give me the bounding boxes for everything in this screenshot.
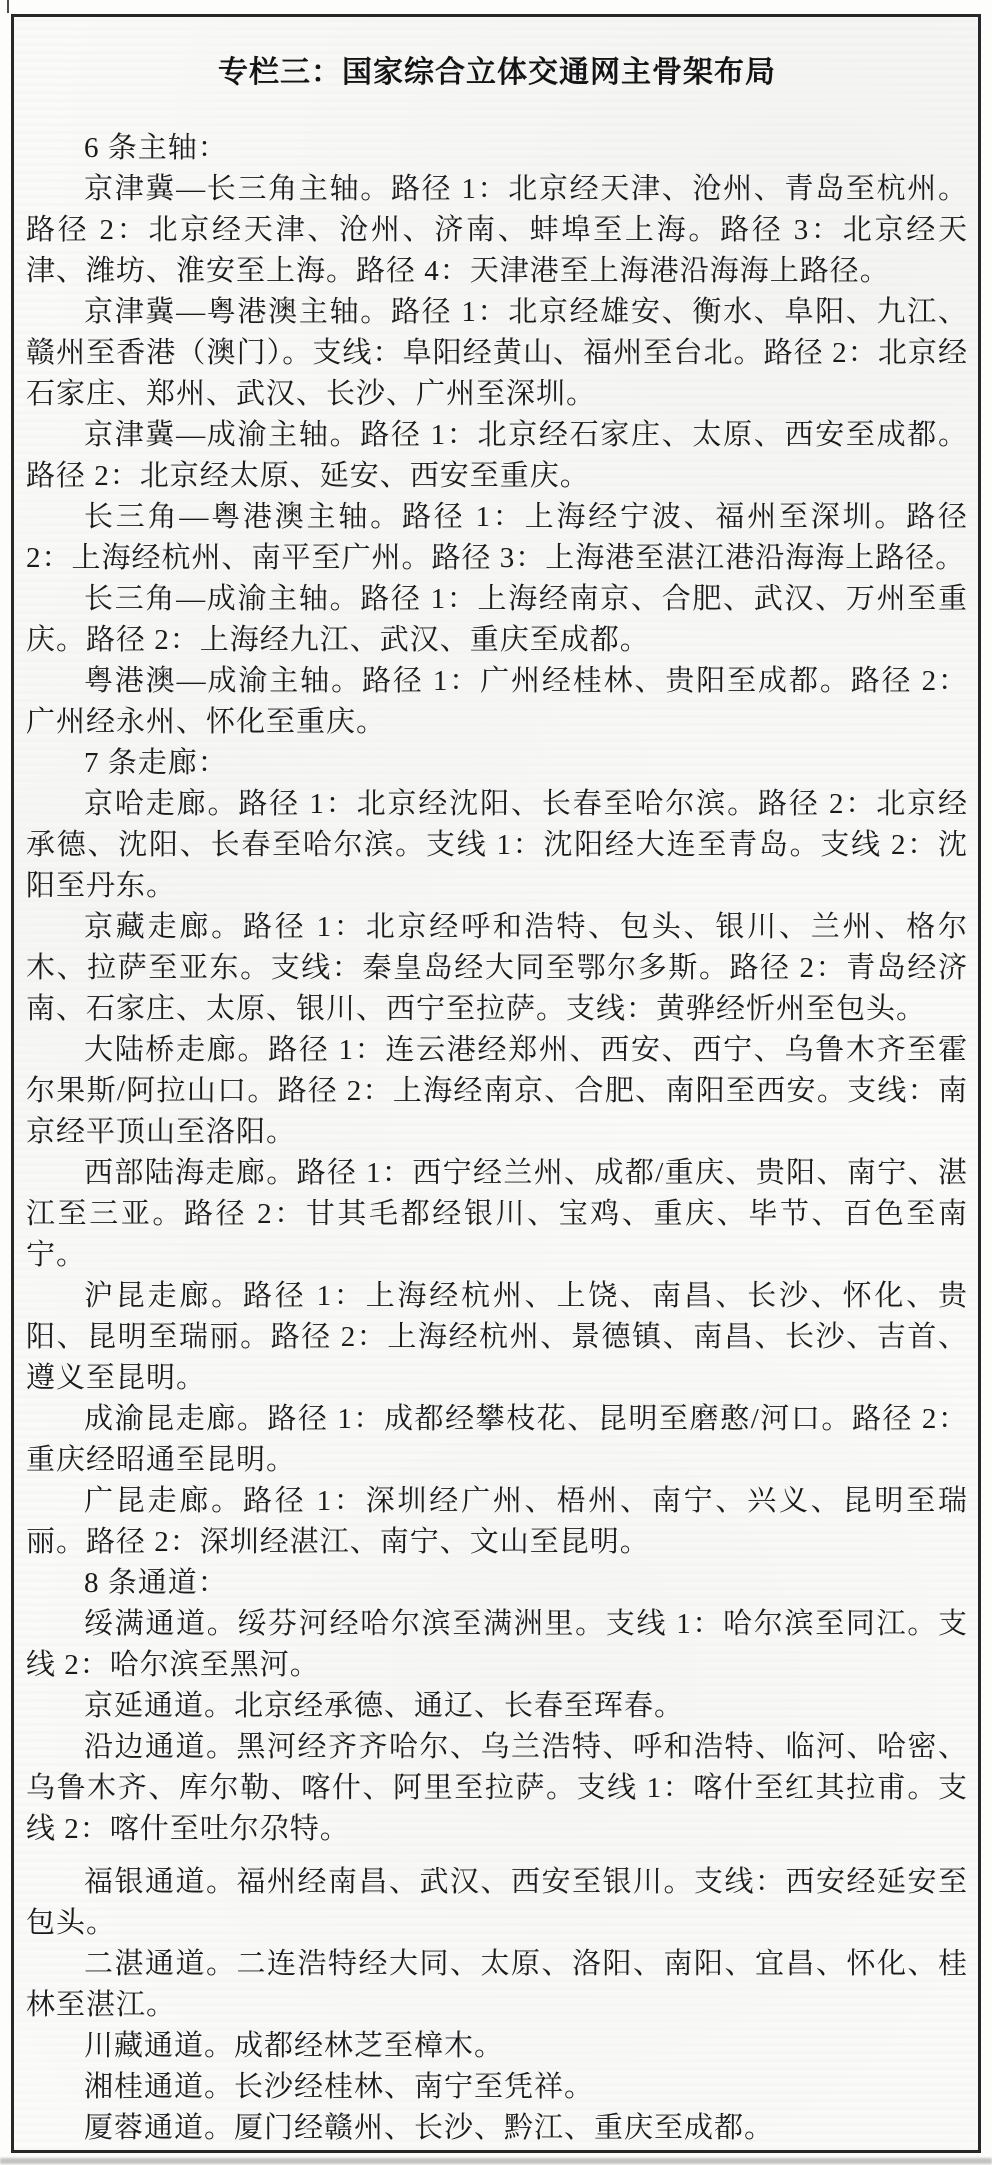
paragraph-axis-csj-cy: 长三角—成渝主轴。路径 1：上海经南京、合肥、武汉、万州至重庆。路径 2：上海经九江、武汉、重庆至成都。 xyxy=(26,583,968,656)
paragraph-corridor-guangkun: 广昆走廊。路径 1：深圳经广州、梧州、南宁、兴义、昆明至瑞丽。路径 2：深圳经湛江、南宁、文山至昆明。 xyxy=(26,1485,968,1558)
scan-shadow-bottom xyxy=(0,2158,992,2164)
paragraph-axis-yga-cy: 粤港澳—成渝主轴。路径 1：广州经桂林、贵阳至成都。路径 2：广州经永州、怀化至重庆。 xyxy=(26,665,968,738)
section-heading-corridors: 7 条走廊： xyxy=(84,747,228,779)
column-box xyxy=(11,14,981,2153)
paragraph-channel-yanbian: 沿边通道。黑河经齐齐哈尔、乌兰浩特、呼和浩特、临河、哈密、乌鲁木齐、库尔勒、喀什、阿里至拉萨。支线 1：喀什至红其拉甫。支线 2：喀什至吐尔尕特。 xyxy=(26,1731,968,1845)
paragraph-channel-fuyin: 福银通道。福州经南昌、武汉、西安至银川。支线：西安经延安至包头。 xyxy=(26,1866,968,1939)
paragraph-channel-xianggui: 湘桂通道。长沙经桂林、南宁至凭祥。 xyxy=(84,2071,595,2103)
section-heading-main-axes: 6 条主轴： xyxy=(84,132,228,164)
paragraph-channel-chuanzang: 川藏通道。成都经林芝至樟木。 xyxy=(84,2030,505,2062)
section-channels xyxy=(26,1563,968,2149)
paragraph-axis-jjj-yga: 京津冀—粤港澳主轴。路径 1：北京经雄安、衡水、阜阳、九江、赣州至香港（澳门）。支线：阜阳经黄山、福州至台北。路径 2：北京经石家庄、郑州、武汉、长沙、广州至深圳。 xyxy=(26,296,968,410)
paragraph-axis-jjj-csj: 京津冀—长三角主轴。路径 1：北京经天津、沧州、青岛至杭州。路径 2：北京经天津、沧州、济南、蚌埠至上海。路径 3：北京经天津、潍坊、淮安至上海。路径 4：天津港至上海港沿海海上路径。 xyxy=(26,173,968,287)
paragraph-channel-suiman: 绥满通道。绥芬河经哈尔滨至满洲里。支线 1：哈尔滨至同江。支线 2：哈尔滨至黑河。 xyxy=(26,1608,968,1681)
paragraph-corridor-jingha: 京哈走廊。路径 1：北京经沈阳、长春至哈尔滨。路径 2：北京经承德、沈阳、长春至哈尔滨。支线 1：沈阳经大连至青岛。支线 2：沈阳至丹东。 xyxy=(26,788,968,902)
paragraph-channel-erzhan: 二湛通道。二连浩特经大同、太原、洛阳、南阳、宜昌、怀化、桂林至湛江。 xyxy=(26,1948,968,2021)
section-corridors xyxy=(26,743,968,1563)
paragraph-corridor-chengyukun: 成渝昆走廊。路径 1：成都经攀枝花、昆明至磨憨/河口。路径 2：重庆经昭通至昆明。 xyxy=(26,1403,968,1476)
section-heading-channels: 8 条通道： xyxy=(84,1567,228,1599)
paragraph-corridor-jingzang: 京藏走廊。路径 1：北京经呼和浩特、包头、银川、兰州、格尔木、拉萨至亚东。支线：秦皇岛经大同至鄂尔多斯。路径 2：青岛经济南、石家庄、太原、银川、西宁至拉萨。支线：黄骅经忻州至包头。 xyxy=(26,911,968,1025)
paragraph-corridor-xibuluhai: 西部陆海走廊。路径 1：西宁经兰州、成都/重庆、贵阳、南宁、湛江至三亚。路径 2：甘其毛都经银川、宝鸡、重庆、毕节、百色至南宁。 xyxy=(26,1157,968,1271)
paragraph-channel-xiarong: 厦蓉通道。厦门经赣州、长沙、黔江、重庆至成都。 xyxy=(84,2112,775,2144)
paragraph-channel-jingyan: 京延通道。北京经承德、通辽、长春至珲春。 xyxy=(84,1690,685,1722)
section-main-axes xyxy=(26,128,968,743)
paragraph-corridor-hukun: 沪昆走廊。路径 1：上海经杭州、上饶、南昌、长沙、怀化、贵阳、昆明至瑞丽。路径 2：上海经杭州、景德镇、南昌、长沙、吉首、遵义至昆明。 xyxy=(26,1280,968,1394)
paragraph-axis-csj-yga: 长三角—粤港澳主轴。路径 1：上海经宁波、福州至深圳。路径 2：上海经杭州、南平至广州。路径 3：上海港至湛江港沿海海上路径。 xyxy=(26,501,968,574)
paragraph-axis-jjj-cy: 京津冀—成渝主轴。路径 1：北京经石家庄、太原、西安至成都。路径 2：北京经太原、延安、西安至重庆。 xyxy=(26,419,968,492)
scan-artifact-tick xyxy=(7,0,9,13)
paragraph-corridor-daluqiao: 大陆桥走廊。路径 1：连云港经郑州、西安、西宁、乌鲁木齐至霍尔果斯/阿拉山口。路径 2：上海经南京、合肥、南阳至西安。支线：南京经平顶山至洛阳。 xyxy=(26,1034,968,1148)
column-title: 专栏三：国家综合立体交通网主骨架布局 xyxy=(218,56,776,89)
